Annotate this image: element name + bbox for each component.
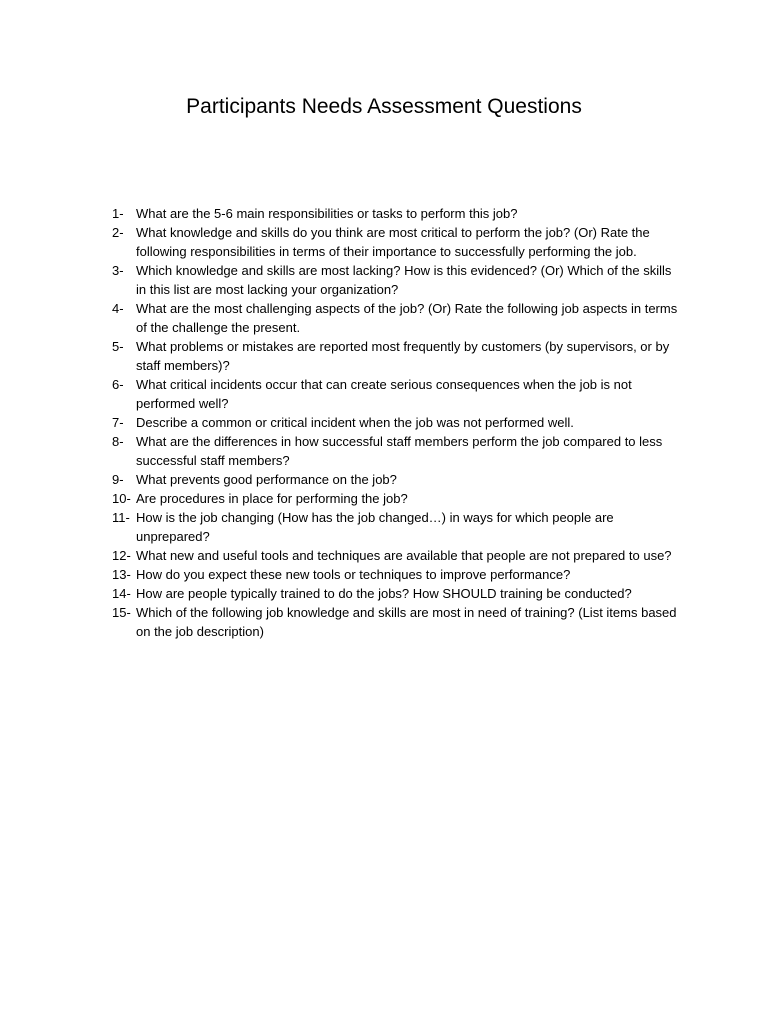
question-number: 12- [112,548,131,563]
question-number: 4- [112,301,124,316]
question-number: 5- [112,339,124,354]
question-item [112,603,684,641]
question-text: What new and useful tools and techniques are available that people are not prepared to use? [136,548,672,563]
question-number: 10- [112,491,131,506]
question-number: 6- [112,377,124,392]
question-text: What problems or mistakes are reported most frequently by customers (by supervisors, or by staff members)? [136,339,670,373]
question-item [112,299,684,337]
question-item [112,432,684,470]
question-text: What are the 5-6 main responsibilities or tasks to perform this job? [136,206,518,221]
question-item [112,470,684,489]
question-item [112,546,684,565]
question-number: 1- [112,206,124,221]
question-text: How are people typically trained to do the jobs? How SHOULD training be conducted? [136,586,632,601]
question-item [112,584,684,603]
document-title: Participants Needs Assessment Questions [186,95,582,118]
question-item [112,375,684,413]
question-list [112,204,684,641]
question-text: Are procedures in place for performing the job? [136,491,408,506]
question-item [112,337,684,375]
question-text: Which of the following job knowledge and skills are most in need of training? (List items based on the job description) [136,605,677,639]
question-item [112,223,684,261]
question-item [112,261,684,299]
question-item [112,508,684,546]
question-text: What critical incidents occur that can create serious consequences when the job is not performed well? [136,377,632,411]
question-item [112,489,684,508]
question-number: 14- [112,586,131,601]
question-text: Which knowledge and skills are most lacking? How is this evidenced? (Or) Which of the skills in this list are most lacking your organization? [136,263,672,297]
question-text: Describe a common or critical incident when the job was not performed well. [136,415,574,430]
question-number: 9- [112,472,124,487]
question-number: 8- [112,434,124,449]
question-item [112,413,684,432]
question-text: How do you expect these new tools or techniques to improve performance? [136,567,571,582]
question-item [112,204,684,223]
question-number: 2- [112,225,124,240]
question-text: What knowledge and skills do you think are most critical to perform the job? (Or) Rate the following responsibilities in terms of their importance to successfully performing the job. [136,225,650,259]
question-text: What are the most challenging aspects of the job? (Or) Rate the following job aspects in terms of the challenge the present. [136,301,678,335]
question-text: What prevents good performance on the job? [136,472,397,487]
question-number: 11- [112,510,130,525]
question-number: 13- [112,567,131,582]
question-item [112,565,684,584]
question-number: 7- [112,415,124,430]
question-number: 3- [112,263,124,278]
question-text: How is the job changing (How has the job changed…) in ways for which people are unprepared? [136,510,614,544]
question-text: What are the differences in how successful staff members perform the job compared to less successful staff members? [136,434,663,468]
question-number: 15- [112,605,131,620]
